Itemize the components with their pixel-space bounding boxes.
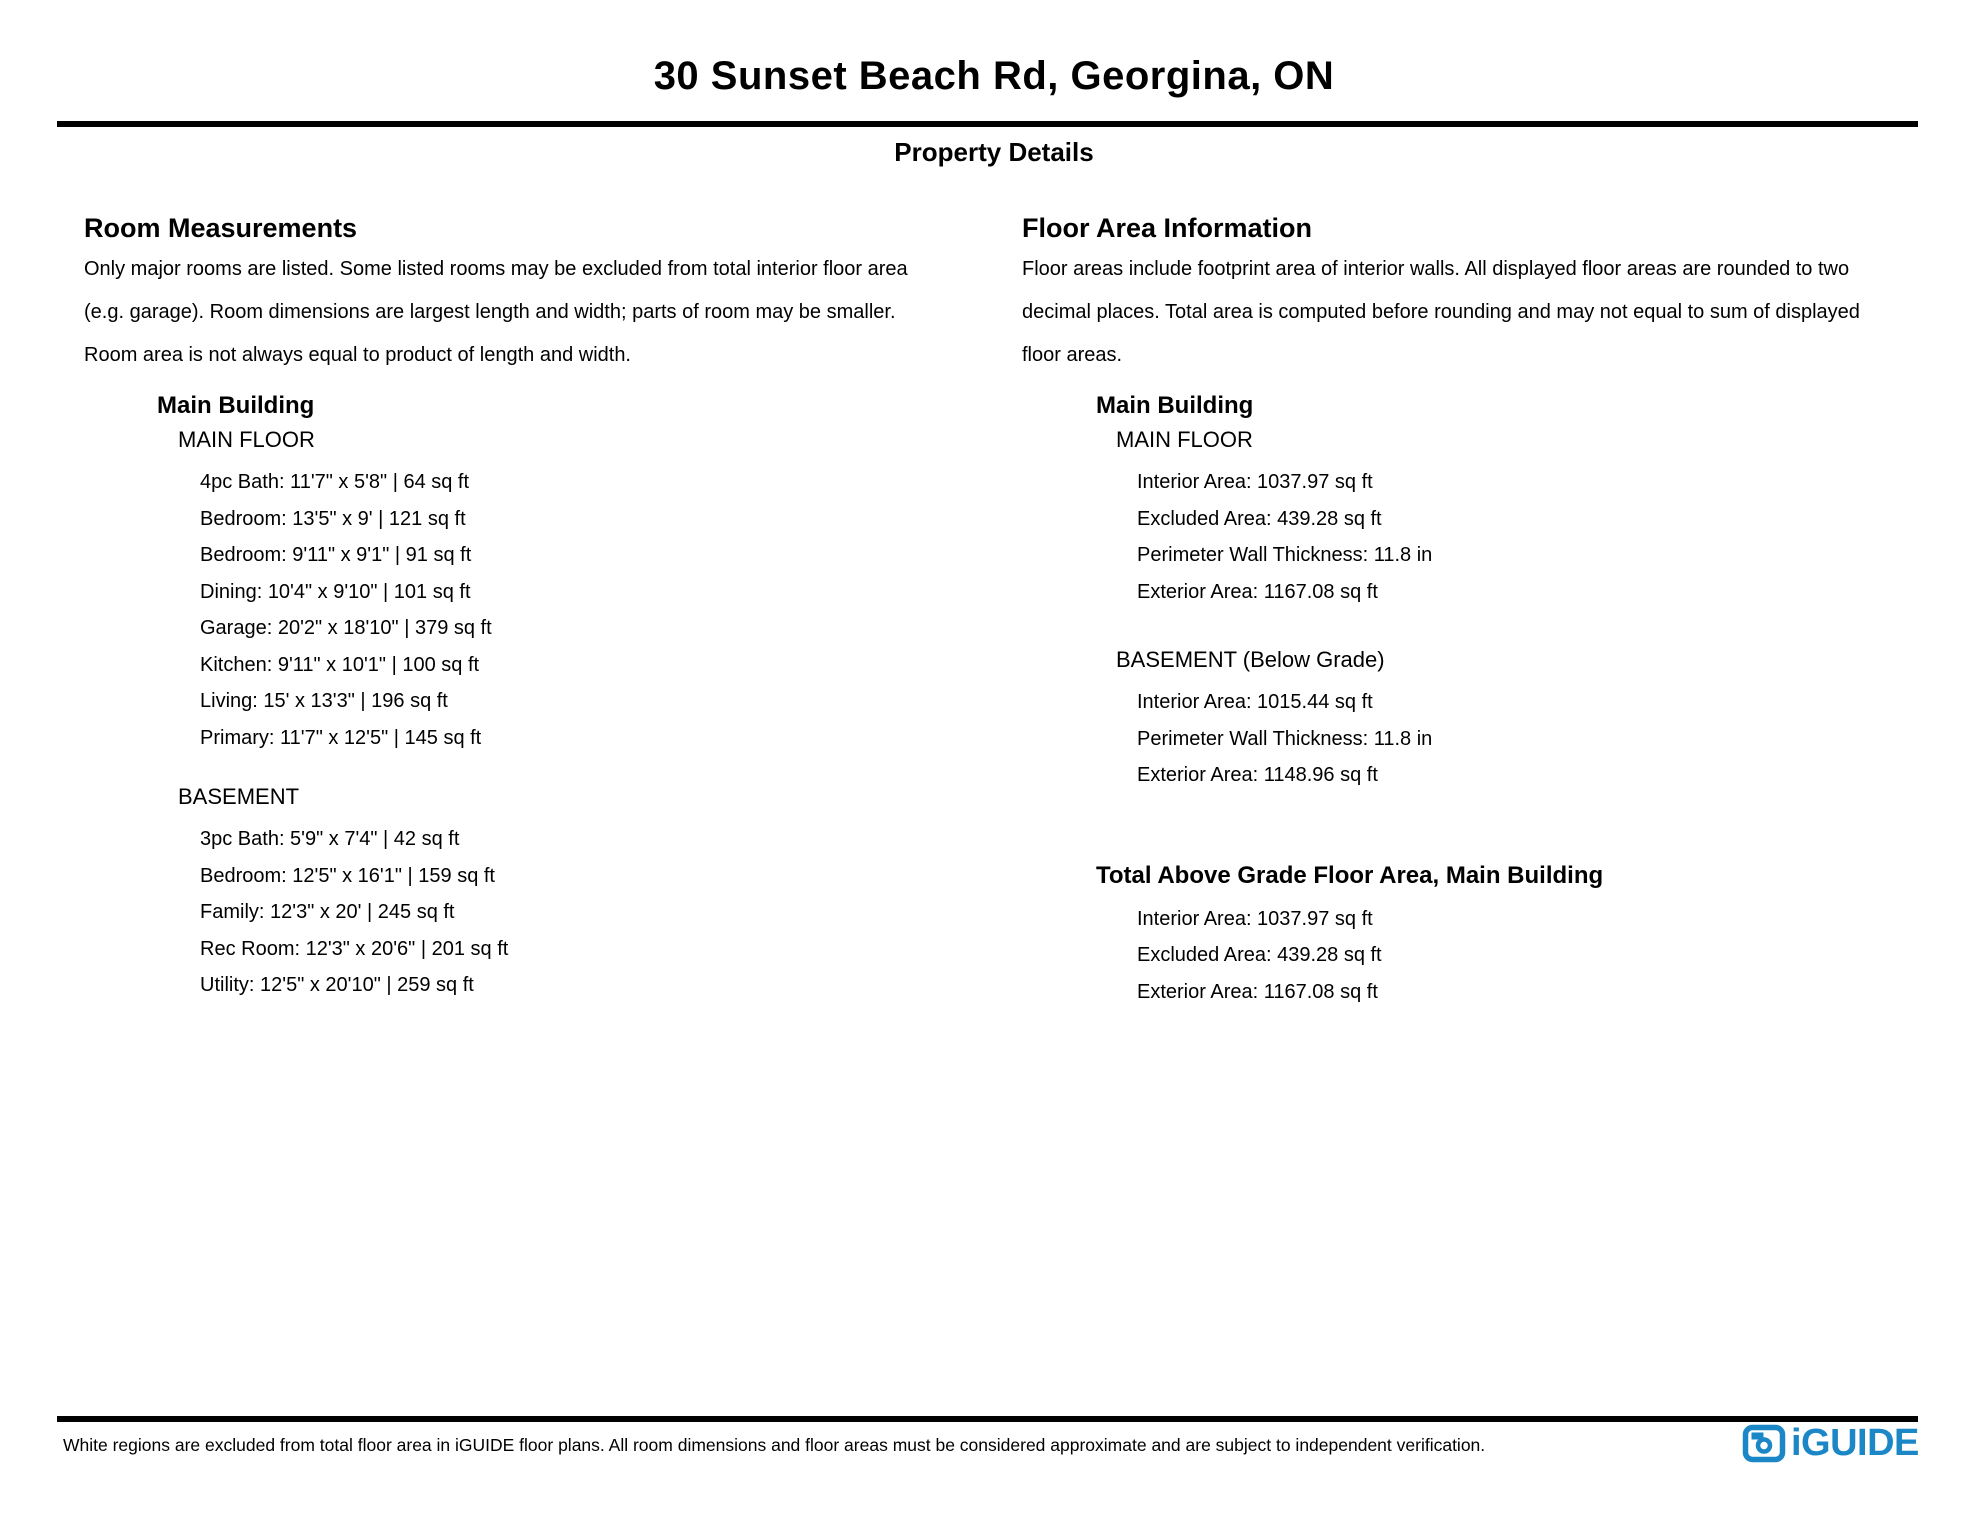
note-line: floor areas. [1022, 344, 1123, 366]
floor-name: BASEMENT (Below Grade) [1116, 647, 1385, 672]
room-measurement-item: Primary: 11'7" x 12'5" | 145 sq ft [200, 726, 482, 749]
page-subtitle: Property Details [894, 137, 1094, 167]
floor-area-stat: Exterior Area: 1148.96 sq ft [1137, 764, 1378, 786]
note-line: decimal places. Total area is computed before rounding and may not equal to sum of displayed [1022, 301, 1860, 323]
floor-area-information-section [1022, 212, 1962, 1010]
area-stats-main-floor [1137, 464, 1962, 610]
room-list-main-floor [200, 464, 1014, 756]
total-above-grade-block [1022, 861, 1962, 1011]
room-measurements-heading: Room Measurements [84, 213, 358, 243]
room-measurement-item: Dining: 10'4" x 9'10" | 101 sq ft [200, 580, 471, 603]
floor-name: MAIN FLOOR [1116, 427, 1253, 452]
room-measurement-item: 3pc Bath: 5'9" x 7'4" | 42 sq ft [200, 828, 460, 850]
room-measurement-item: Kitchen: 9'11" x 10'1" | 100 sq ft [200, 653, 480, 676]
room-measurement-item: Garage: 20'2" x 18'10" | 379 sq ft [200, 617, 492, 639]
floor-main-floor [84, 426, 1014, 756]
room-measurement-item: Living: 15' x 13'3" | 196 sq ft [200, 690, 448, 712]
floor-basement-below-grade [1022, 646, 1962, 794]
note-line: Room area is not always equal to product of length and width. [84, 344, 631, 366]
room-measurements-note [84, 248, 1014, 377]
floor-main-floor [1022, 426, 1962, 610]
floor-basement [84, 783, 1014, 1004]
area-stats-basement [1137, 684, 1962, 794]
floor-area-stat: Interior Area: 1037.97 sq ft [1137, 907, 1373, 930]
header-divider [57, 121, 1918, 127]
iguide-logo-text: iGUIDE [1791, 1422, 1919, 1464]
room-measurement-item: Bedroom: 13'5" x 9' | 121 sq ft [200, 507, 466, 530]
footer-divider [57, 1416, 1918, 1422]
room-measurement-item: Rec Room: 12'3" x 20'6" | 201 sq ft [200, 937, 509, 960]
floor-name: BASEMENT [178, 784, 300, 809]
note-line: Floor areas include footprint area of interior walls. All displayed floor areas are rounded to two [1022, 258, 1850, 280]
iguide-logo [1742, 1422, 1919, 1464]
area-stats-total [1137, 901, 1962, 1011]
room-measurements-section [84, 212, 1014, 1004]
total-above-grade-heading: Total Above Grade Floor Area, Main Building [1096, 861, 1604, 889]
building-name: Main Building [157, 392, 315, 419]
room-measurement-item: Bedroom: 9'11" x 9'1" | 91 sq ft [200, 544, 472, 566]
floor-area-stat: Excluded Area: 439.28 sq ft [1137, 944, 1382, 966]
floor-area-stat: Exterior Area: 1167.08 sq ft [1137, 980, 1378, 1003]
note-line: Only major rooms are listed. Some listed rooms may be excluded from total interior floor area [84, 258, 908, 280]
room-measurement-item: Family: 12'3" x 20' | 245 sq ft [200, 901, 455, 923]
floor-name: MAIN FLOOR [178, 427, 315, 452]
room-measurement-item: 4pc Bath: 11'7" x 5'8" | 64 sq ft [200, 471, 470, 493]
floor-area-information-note [1022, 248, 1962, 377]
floor-area-stat: Perimeter Wall Thickness: 11.8 in [1137, 727, 1433, 750]
building-name: Main Building [1096, 392, 1254, 419]
room-measurement-item: Utility: 12'5" x 20'10" | 259 sq ft [200, 974, 474, 996]
iguide-camera-icon [1742, 1422, 1786, 1464]
floor-area-stat: Excluded Area: 439.28 sq ft [1137, 507, 1382, 530]
floor-area-stat: Perimeter Wall Thickness: 11.8 in [1137, 544, 1433, 566]
floor-area-stat: Interior Area: 1037.97 sq ft [1137, 471, 1373, 493]
floor-area-stat: Exterior Area: 1167.08 sq ft [1137, 580, 1378, 603]
room-list-basement [200, 821, 1014, 1004]
floor-area-stat: Interior Area: 1015.44 sq ft [1137, 691, 1373, 713]
page-title: 30 Sunset Beach Rd, Georgina, ON [653, 54, 1335, 98]
room-measurement-item: Bedroom: 12'5" x 16'1" | 159 sq ft [200, 864, 495, 887]
note-line: (e.g. garage). Room dimensions are largest length and width; parts of room may be smaller. [84, 301, 896, 323]
footer-disclaimer: White regions are excluded from total floor area in iGUIDE floor plans. All room dimensions and floor areas must be considered approximate and are subject to independent verification. [63, 1435, 1486, 1455]
floor-area-information-heading: Floor Area Information [1022, 213, 1313, 243]
